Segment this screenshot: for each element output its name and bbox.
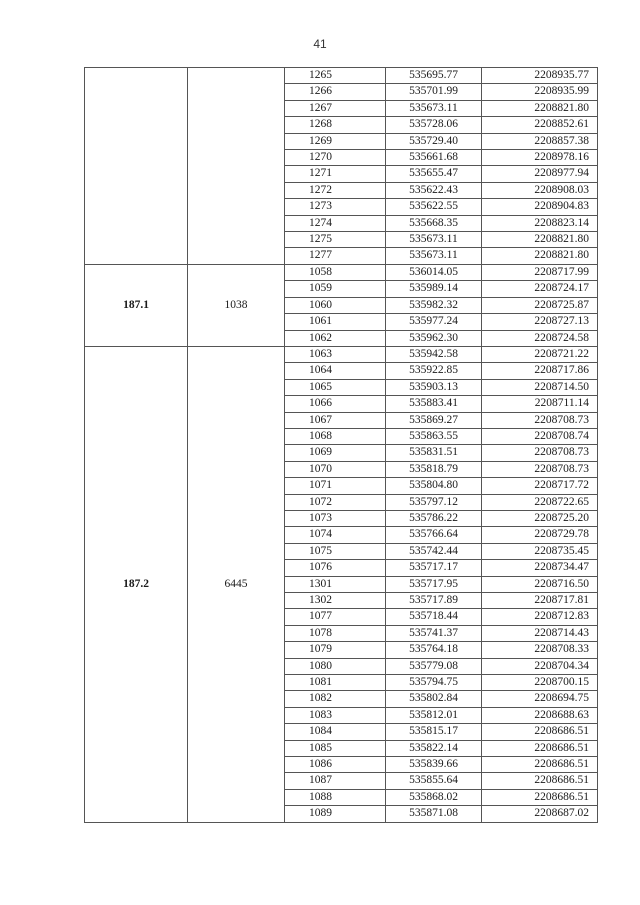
group-id-cell: 187.1 [85,264,188,346]
x-coordinate-cell: 535815.17 [386,724,482,740]
y-coordinate-cell: 2208687.02 [482,806,598,822]
y-coordinate-cell: 2208717.86 [482,363,598,379]
x-coordinate-cell: 535622.43 [386,182,482,198]
y-coordinate-cell: 2208722.65 [482,494,598,510]
point-number-cell: 1065 [285,379,386,395]
point-number-cell: 1269 [285,133,386,149]
y-coordinate-cell: 2208724.17 [482,281,598,297]
y-coordinate-cell: 2208694.75 [482,691,598,707]
point-number-cell: 1085 [285,740,386,756]
y-coordinate-cell: 2208904.83 [482,199,598,215]
y-coordinate-cell: 2208935.99 [482,84,598,100]
y-coordinate-cell: 2208686.51 [482,757,598,773]
point-number-cell: 1302 [285,593,386,609]
y-coordinate-cell: 2208821.80 [482,248,598,264]
x-coordinate-cell: 535883.41 [386,396,482,412]
x-coordinate-cell: 535839.66 [386,757,482,773]
y-coordinate-cell: 2208708.73 [482,412,598,428]
y-coordinate-cell: 2208704.34 [482,658,598,674]
point-number-cell: 1084 [285,724,386,740]
y-coordinate-cell: 2208978.16 [482,150,598,166]
x-coordinate-cell: 535701.99 [386,84,482,100]
y-coordinate-cell: 2208721.22 [482,346,598,362]
x-coordinate-cell: 535831.51 [386,445,482,461]
x-coordinate-cell: 535812.01 [386,707,482,723]
point-number-cell: 1275 [285,232,386,248]
x-coordinate-cell: 535717.17 [386,560,482,576]
point-number-cell: 1271 [285,166,386,182]
y-coordinate-cell: 2208717.81 [482,593,598,609]
point-number-cell: 1082 [285,691,386,707]
y-coordinate-cell: 2208688.63 [482,707,598,723]
x-coordinate-cell: 535802.84 [386,691,482,707]
point-number-cell: 1073 [285,510,386,526]
point-number-cell: 1064 [285,363,386,379]
y-coordinate-cell: 2208725.20 [482,510,598,526]
y-coordinate-cell: 2208724.58 [482,330,598,346]
point-number-cell: 1068 [285,428,386,444]
point-number-cell: 1088 [285,789,386,805]
point-number-cell: 1062 [285,330,386,346]
y-coordinate-cell: 2208852.61 [482,117,598,133]
x-coordinate-cell: 535741.37 [386,625,482,641]
x-coordinate-cell: 535728.06 [386,117,482,133]
point-number-cell: 1069 [285,445,386,461]
x-coordinate-cell: 535668.35 [386,215,482,231]
x-coordinate-cell: 535764.18 [386,642,482,658]
y-coordinate-cell: 2208729.78 [482,527,598,543]
x-coordinate-cell: 535786.22 [386,510,482,526]
x-coordinate-cell: 535922.85 [386,363,482,379]
point-number-cell: 1268 [285,117,386,133]
y-coordinate-cell: 2208857.38 [482,133,598,149]
point-number-cell: 1272 [285,182,386,198]
point-number-cell: 1070 [285,461,386,477]
x-coordinate-cell: 535673.11 [386,232,482,248]
point-number-cell: 1087 [285,773,386,789]
x-coordinate-cell: 535903.13 [386,379,482,395]
point-number-cell: 1061 [285,314,386,330]
x-coordinate-cell: 535855.64 [386,773,482,789]
point-number-cell: 1071 [285,478,386,494]
y-coordinate-cell: 2208908.03 [482,182,598,198]
y-coordinate-cell: 2208686.51 [482,740,598,756]
group-id-cell: 187.2 [85,346,188,822]
y-coordinate-cell: 2208708.33 [482,642,598,658]
point-number-cell: 1067 [285,412,386,428]
page-number: 41 [313,37,327,51]
x-coordinate-cell: 535742.44 [386,543,482,559]
point-number-cell: 1089 [285,806,386,822]
x-coordinate-cell: 535673.11 [386,100,482,116]
x-coordinate-cell: 535942.58 [386,346,482,362]
y-coordinate-cell: 2208821.80 [482,100,598,116]
group-area-cell: 1038 [188,264,285,346]
point-number-cell: 1058 [285,264,386,280]
y-coordinate-cell: 2208734.47 [482,560,598,576]
point-number-cell: 1077 [285,609,386,625]
x-coordinate-cell: 535982.32 [386,297,482,313]
table-row [85,346,598,362]
point-number-cell: 1059 [285,281,386,297]
group-area-cell: 6445 [188,346,285,822]
y-coordinate-cell: 2208821.80 [482,232,598,248]
x-coordinate-cell: 535818.79 [386,461,482,477]
x-coordinate-cell: 535869.27 [386,412,482,428]
point-number-cell: 1063 [285,346,386,362]
y-coordinate-cell: 2208712.83 [482,609,598,625]
point-number-cell: 1080 [285,658,386,674]
table-row [85,264,598,280]
x-coordinate-cell: 535794.75 [386,675,482,691]
y-coordinate-cell: 2208714.43 [482,625,598,641]
y-coordinate-cell: 2208708.73 [482,461,598,477]
point-number-cell: 1081 [285,675,386,691]
point-number-cell: 1079 [285,642,386,658]
y-coordinate-cell: 2208708.73 [482,445,598,461]
x-coordinate-cell: 535661.68 [386,150,482,166]
x-coordinate-cell: 535977.24 [386,314,482,330]
point-number-cell: 1083 [285,707,386,723]
x-coordinate-cell: 535766.64 [386,527,482,543]
x-coordinate-cell: 535655.47 [386,166,482,182]
point-number-cell: 1277 [285,248,386,264]
y-coordinate-cell: 2208686.51 [482,789,598,805]
coordinates-table-body [85,68,598,823]
x-coordinate-cell: 536014.05 [386,264,482,280]
x-coordinate-cell: 535871.08 [386,806,482,822]
group-area-cell [188,68,285,265]
point-number-cell: 1301 [285,576,386,592]
x-coordinate-cell: 535868.02 [386,789,482,805]
x-coordinate-cell: 535822.14 [386,740,482,756]
point-number-cell: 1060 [285,297,386,313]
point-number-cell: 1274 [285,215,386,231]
y-coordinate-cell: 2208716.50 [482,576,598,592]
point-number-cell: 1086 [285,757,386,773]
x-coordinate-cell: 535804.80 [386,478,482,494]
x-coordinate-cell: 535717.89 [386,593,482,609]
x-coordinate-cell: 535717.95 [386,576,482,592]
point-number-cell: 1265 [285,68,386,84]
x-coordinate-cell: 535622.55 [386,199,482,215]
x-coordinate-cell: 535695.77 [386,68,482,84]
y-coordinate-cell: 2208823.14 [482,215,598,231]
point-number-cell: 1074 [285,527,386,543]
point-number-cell: 1066 [285,396,386,412]
point-number-cell: 1273 [285,199,386,215]
x-coordinate-cell: 535779.08 [386,658,482,674]
x-coordinate-cell: 535718.44 [386,609,482,625]
point-number-cell: 1267 [285,100,386,116]
y-coordinate-cell: 2208686.51 [482,724,598,740]
y-coordinate-cell: 2208725.87 [482,297,598,313]
x-coordinate-cell: 535673.11 [386,248,482,264]
coordinates-table [84,67,598,823]
y-coordinate-cell: 2208977.94 [482,166,598,182]
y-coordinate-cell: 2208711.14 [482,396,598,412]
point-number-cell: 1076 [285,560,386,576]
table-row [85,68,598,84]
x-coordinate-cell: 535863.55 [386,428,482,444]
x-coordinate-cell: 535797.12 [386,494,482,510]
y-coordinate-cell: 2208708.74 [482,428,598,444]
point-number-cell: 1072 [285,494,386,510]
y-coordinate-cell: 2208717.99 [482,264,598,280]
x-coordinate-cell: 535729.40 [386,133,482,149]
y-coordinate-cell: 2208717.72 [482,478,598,494]
x-coordinate-cell: 535962.30 [386,330,482,346]
y-coordinate-cell: 2208686.51 [482,773,598,789]
group-id-cell [85,68,188,265]
y-coordinate-cell: 2208935.77 [482,68,598,84]
point-number-cell: 1270 [285,150,386,166]
x-coordinate-cell: 535989.14 [386,281,482,297]
y-coordinate-cell: 2208727.13 [482,314,598,330]
y-coordinate-cell: 2208714.50 [482,379,598,395]
point-number-cell: 1078 [285,625,386,641]
point-number-cell: 1075 [285,543,386,559]
y-coordinate-cell: 2208735.45 [482,543,598,559]
y-coordinate-cell: 2208700.15 [482,675,598,691]
point-number-cell: 1266 [285,84,386,100]
